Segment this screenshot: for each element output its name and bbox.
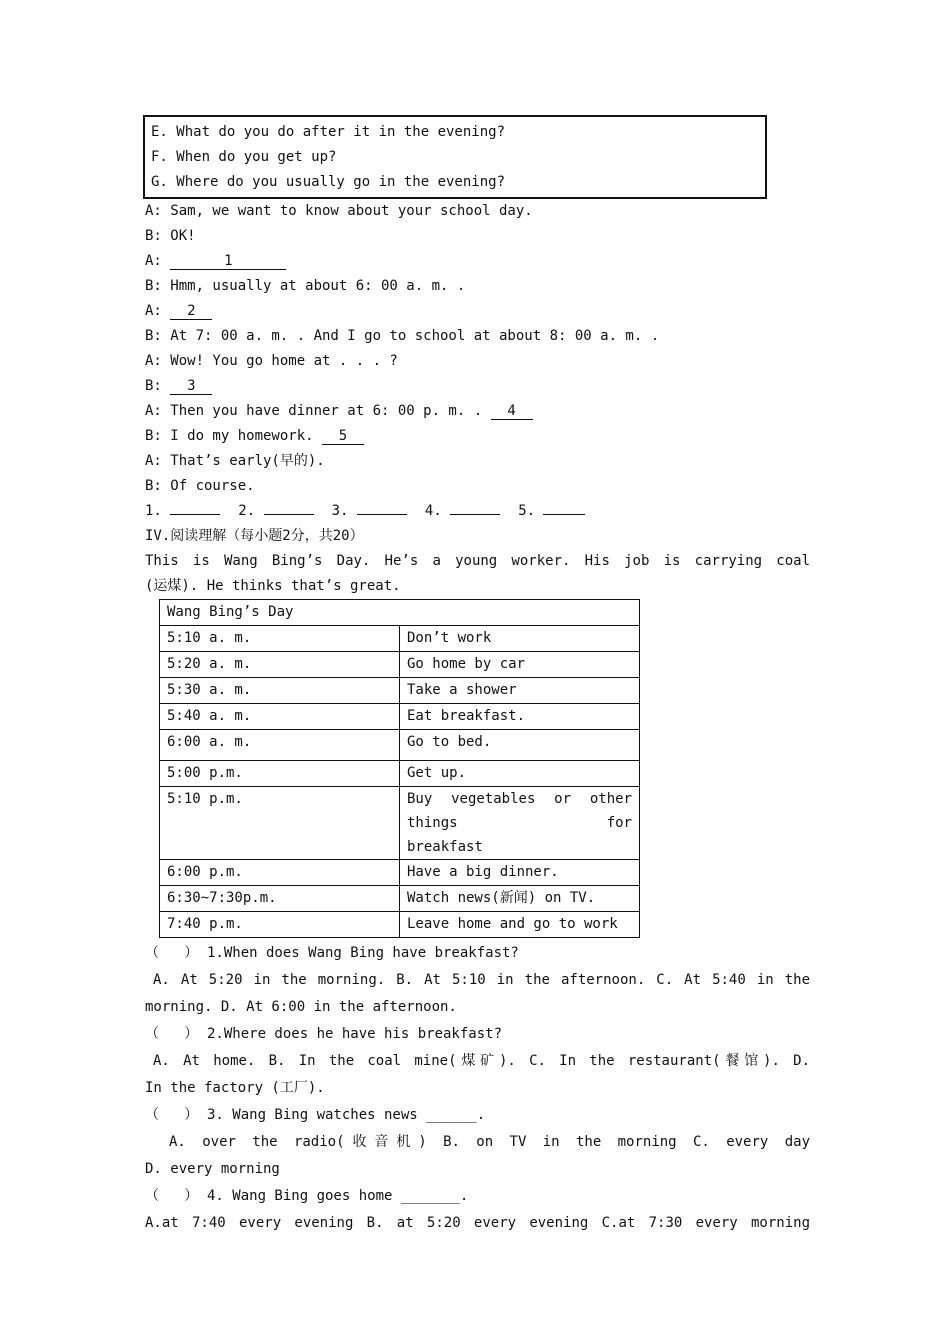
question-text: 2.Where does he have his breakfast? bbox=[207, 1026, 503, 1042]
answer-line[interactable] bbox=[170, 500, 220, 515]
option-e: E. What do you do after it in the evening? bbox=[151, 124, 506, 140]
question-text: 3. Wang Bing watches news ______. bbox=[207, 1107, 486, 1123]
dialogue-line bbox=[145, 424, 810, 449]
paren-close: ） bbox=[184, 945, 199, 961]
answer-blank-1[interactable]: 1 bbox=[170, 253, 286, 270]
question-2-options-cont: In the factory (工厂). bbox=[145, 1080, 325, 1096]
table-title-row bbox=[160, 600, 640, 626]
table-row bbox=[160, 761, 640, 787]
paren-close: ） bbox=[184, 1188, 199, 1204]
activity-cell bbox=[400, 787, 640, 860]
dialogue-line bbox=[145, 299, 810, 324]
answer-blank-5[interactable]: 5 bbox=[322, 428, 364, 445]
dialogue-line: A: Sam, we want to know about your school day. bbox=[145, 203, 533, 219]
answer-item bbox=[238, 499, 313, 524]
table-row bbox=[160, 704, 640, 730]
paren-close: ） bbox=[184, 1026, 199, 1042]
activity-line: Buy vegetables or other things for bbox=[407, 791, 632, 831]
activity-cell: Leave home and go to work bbox=[400, 912, 640, 938]
table-row bbox=[160, 678, 640, 704]
question-1-options: A. At 5:20 in the morning. B. At 5:10 in the afternoon. C. At 5:40 in the bbox=[153, 972, 810, 988]
answer-label: 4. bbox=[424, 503, 442, 519]
answer-row bbox=[145, 499, 810, 524]
activity-cell: Don’t work bbox=[400, 626, 640, 652]
question-text: 4. Wang Bing goes home _______. bbox=[207, 1188, 469, 1204]
dialogue-line: B: Of course. bbox=[145, 478, 255, 494]
time-cell: 5:20 a. m. bbox=[160, 652, 400, 678]
question-3-options-cont: D. every morning bbox=[145, 1161, 280, 1177]
time-cell: 6:00 p.m. bbox=[160, 860, 400, 886]
answer-line[interactable] bbox=[543, 500, 585, 515]
question-3-options: A. over the radio(收音机) B. on TV in the morning C. every day bbox=[169, 1134, 810, 1150]
answer-blank-2[interactable]: 2 bbox=[170, 303, 212, 320]
intro-line-2: (运煤). He thinks that’s great. bbox=[145, 578, 401, 594]
activity-cell: Go home by car bbox=[400, 652, 640, 678]
answer-label: 1. bbox=[145, 503, 162, 519]
question-text: 1.When does Wang Bing have breakfast? bbox=[207, 945, 519, 961]
dialogue-line: B: Hmm, usually at about 6: 00 a. m. . bbox=[145, 278, 466, 294]
question-4-options: A.at 7:40 every evening B. at 5:20 every evening C.at 7:30 every morning bbox=[145, 1215, 810, 1231]
questions bbox=[145, 940, 810, 1237]
question-1-options-cont: morning. D. At 6:00 in the afternoon. bbox=[145, 999, 457, 1015]
schedule-table bbox=[159, 599, 640, 938]
table-row bbox=[160, 787, 640, 860]
paren-open: （ bbox=[145, 1026, 159, 1042]
paren-open: （ bbox=[145, 945, 159, 961]
table-title: Wang Bing’s Day bbox=[160, 600, 640, 626]
time-cell: 5:40 a. m. bbox=[160, 704, 400, 730]
speaker-label: A: bbox=[145, 303, 171, 319]
section-heading: IV.阅读理解（每小题2分，共20） bbox=[145, 528, 364, 544]
option-f: F. When do you get up? bbox=[151, 149, 337, 165]
answer-blank-3[interactable]: 3 bbox=[170, 378, 212, 395]
dialogue-line bbox=[145, 374, 810, 399]
worksheet-page bbox=[145, 115, 810, 1237]
activity-cell: Take a shower bbox=[400, 678, 640, 704]
dialogue bbox=[145, 199, 810, 499]
time-cell: 7:40 p.m. bbox=[160, 912, 400, 938]
time-cell: 6:30~7:30p.m. bbox=[160, 886, 400, 912]
time-cell: 6:00 a. m. bbox=[160, 730, 400, 761]
activity-cell: Watch news(新闻) on TV. bbox=[400, 886, 640, 912]
dialogue-line bbox=[145, 249, 810, 274]
paren-open: （ bbox=[145, 1188, 159, 1204]
answer-item bbox=[332, 499, 407, 524]
activity-cell: Have a big dinner. bbox=[400, 860, 640, 886]
time-cell: 5:00 p.m. bbox=[160, 761, 400, 787]
table-row bbox=[160, 730, 640, 761]
answer-paren[interactable] bbox=[145, 1183, 207, 1210]
table-row bbox=[160, 860, 640, 886]
answer-item bbox=[518, 499, 585, 524]
question-3 bbox=[145, 1102, 810, 1129]
paren-open: （ bbox=[145, 1107, 159, 1123]
activity-cell: Get up. bbox=[400, 761, 640, 787]
table-row bbox=[160, 886, 640, 912]
answer-item bbox=[425, 499, 500, 524]
time-cell: 5:10 p.m. bbox=[160, 787, 400, 860]
dialogue-line: B: OK! bbox=[145, 228, 196, 244]
speaker-label: B: bbox=[145, 378, 171, 394]
speaker-label: A: bbox=[145, 253, 171, 269]
dialogue-text: A: Then you have dinner at 6: 00 p. m. . bbox=[145, 403, 491, 419]
answer-blank-4[interactable]: 4 bbox=[491, 403, 533, 420]
intro-line-1: This is Wang Bing’s Day. He’s a young worker. His job is carrying coal bbox=[145, 553, 810, 569]
answer-line[interactable] bbox=[357, 500, 407, 515]
option-g: G. Where do you usually go in the evening? bbox=[151, 174, 506, 190]
answer-label: 5. bbox=[518, 503, 536, 519]
answer-line[interactable] bbox=[450, 500, 500, 515]
answer-paren[interactable] bbox=[145, 940, 207, 967]
answer-paren[interactable] bbox=[145, 1021, 207, 1048]
time-cell: 5:10 a. m. bbox=[160, 626, 400, 652]
answer-label: 3. bbox=[331, 503, 349, 519]
options-box bbox=[143, 115, 767, 199]
answer-paren[interactable] bbox=[145, 1102, 207, 1129]
question-2 bbox=[145, 1021, 810, 1048]
answer-label: 2. bbox=[238, 503, 256, 519]
answer-line[interactable] bbox=[264, 500, 314, 515]
table-row bbox=[160, 912, 640, 938]
question-2-options: A. At home. B. In the coal mine(煤矿). C. In the restaurant(餐馆). D. bbox=[153, 1053, 810, 1069]
activity-cell: Eat breakfast. bbox=[400, 704, 640, 730]
question-1 bbox=[145, 940, 810, 967]
question-4 bbox=[145, 1183, 810, 1210]
dialogue-line: B: At 7: 00 a. m. . And I go to school at about 8: 00 a. m. . bbox=[145, 328, 660, 344]
dialogue-line: A: Wow! You go home at . . . ? bbox=[145, 353, 398, 369]
dialogue-line bbox=[145, 399, 810, 424]
table-row bbox=[160, 626, 640, 652]
time-cell: 5:30 a. m. bbox=[160, 678, 400, 704]
paren-close: ） bbox=[184, 1107, 199, 1123]
dialogue-text: B: I do my homework. bbox=[145, 428, 323, 444]
dialogue-line: A: That’s early(早的). bbox=[145, 453, 325, 469]
answer-item bbox=[145, 499, 220, 524]
activity-cell: Go to bed. bbox=[400, 730, 640, 761]
activity-line: breakfast bbox=[407, 839, 483, 855]
table-row bbox=[160, 652, 640, 678]
